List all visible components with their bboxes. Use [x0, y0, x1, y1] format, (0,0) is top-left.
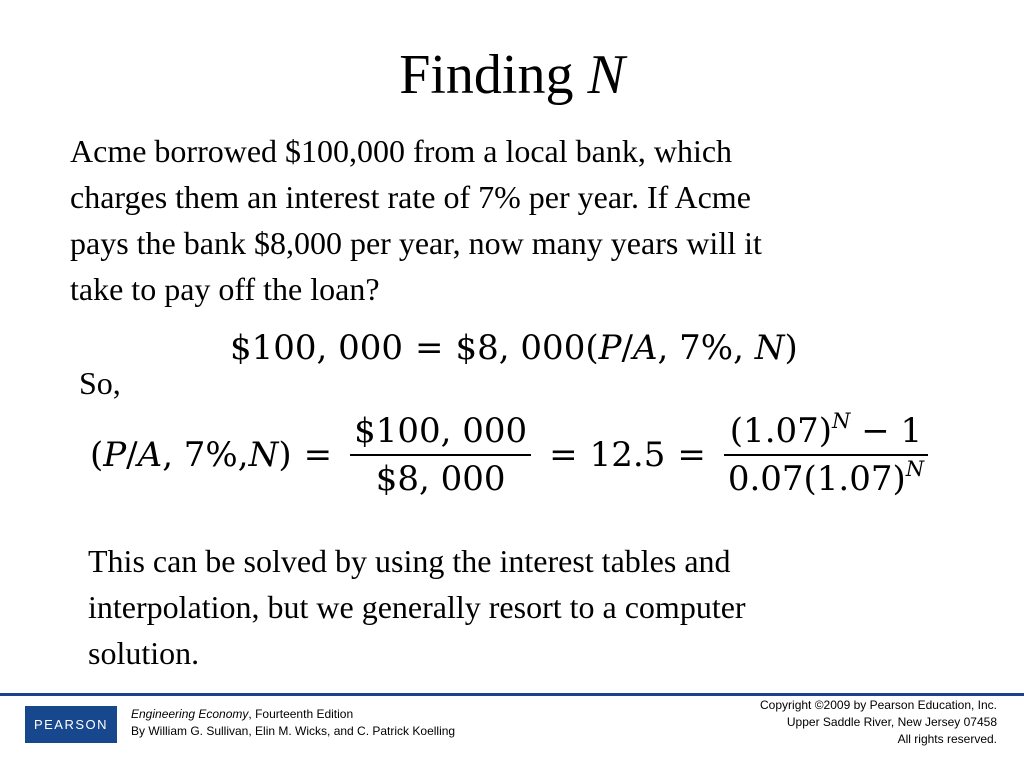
- equation-annuity: [230, 326, 798, 370]
- copyright-line: Copyright ©2009 by Pearson Education, Inc.: [760, 698, 997, 712]
- conclusion-line: interpolation, but we generally resort to a computer: [88, 589, 746, 625]
- problem-statement: [70, 128, 762, 312]
- eq1-a: A: [632, 328, 658, 368]
- copyright-line: Upper Saddle River, New Jersey 07458: [786, 715, 997, 729]
- pearson-logo: [25, 706, 117, 743]
- eq1-rate: , 7%,: [657, 328, 755, 368]
- eq1-close: ): [784, 328, 798, 368]
- footer-edition: , Fourteenth Edition: [248, 707, 354, 721]
- eq2-close: ): [278, 435, 292, 475]
- copyright-line: All rights reserved.: [897, 732, 997, 746]
- formula-den-base: 0.07(1.07): [727, 459, 906, 499]
- formula-den-exponent: N: [905, 457, 925, 481]
- eq1-amount: $8, 000(: [455, 328, 599, 368]
- problem-line: Acme borrowed $100,000 from a local bank, which: [70, 133, 733, 169]
- equation-factor: [90, 400, 934, 510]
- fraction-formula-numerator: [726, 408, 926, 454]
- problem-line: charges them an interest rate of 7% per year. If Acme: [70, 179, 751, 215]
- footer-book-info: [131, 706, 455, 740]
- eq2-value: 12.5: [589, 435, 666, 475]
- problem-line: take to pay off the loan?: [70, 271, 380, 307]
- eq1-lhs: $100, 000: [230, 328, 404, 368]
- conclusion-line: solution.: [88, 635, 200, 671]
- formula-num-base: (1.07): [729, 411, 833, 451]
- fraction-amounts: [350, 408, 531, 502]
- footer-authors: By William G. Sullivan, Elin M. Wicks, and C. Patrick Koelling: [131, 724, 456, 738]
- pearson-logo-text: PEARSON: [33, 717, 109, 732]
- eq2-slash: /: [126, 435, 138, 475]
- conclusion-line: This can be solved by using the interest tables and: [88, 543, 731, 579]
- eq2-open: (: [90, 435, 104, 475]
- slide-title: [0, 40, 1024, 110]
- problem-line: pays the bank $8,000 per year, now many years will it: [70, 225, 762, 261]
- footer-book-line: [131, 706, 455, 723]
- formula-num-rest: − 1: [850, 411, 923, 451]
- footer-divider: [0, 693, 1024, 696]
- formula-num-exponent: N: [832, 409, 851, 433]
- eq2-equals-a: =: [303, 435, 333, 475]
- title-text: Finding: [399, 44, 588, 106]
- so-label: So,: [79, 365, 121, 401]
- eq1-p: P: [598, 328, 622, 368]
- footer-copyright: [760, 697, 997, 748]
- eq2-a: A: [137, 435, 163, 475]
- fraction-formula: [724, 408, 928, 502]
- eq2-n: N: [248, 435, 279, 475]
- eq1-equals: =: [415, 328, 444, 368]
- footer-book-title: Engineering Economy: [131, 707, 249, 721]
- eq1-slash: /: [621, 328, 633, 368]
- eq1-n: N: [754, 328, 785, 368]
- eq2-equals-c: =: [677, 435, 706, 475]
- title-variable: N: [587, 44, 625, 106]
- eq2-equals-b: =: [549, 435, 578, 475]
- eq2-p: P: [103, 435, 127, 475]
- fraction-amounts-numerator: $100, 000: [354, 411, 528, 451]
- fraction-formula-denominator: [724, 456, 928, 502]
- eq2-rate: , 7%,: [162, 435, 249, 475]
- fraction-amounts-denominator: $8, 000: [375, 459, 506, 499]
- conclusion-text: [88, 538, 746, 676]
